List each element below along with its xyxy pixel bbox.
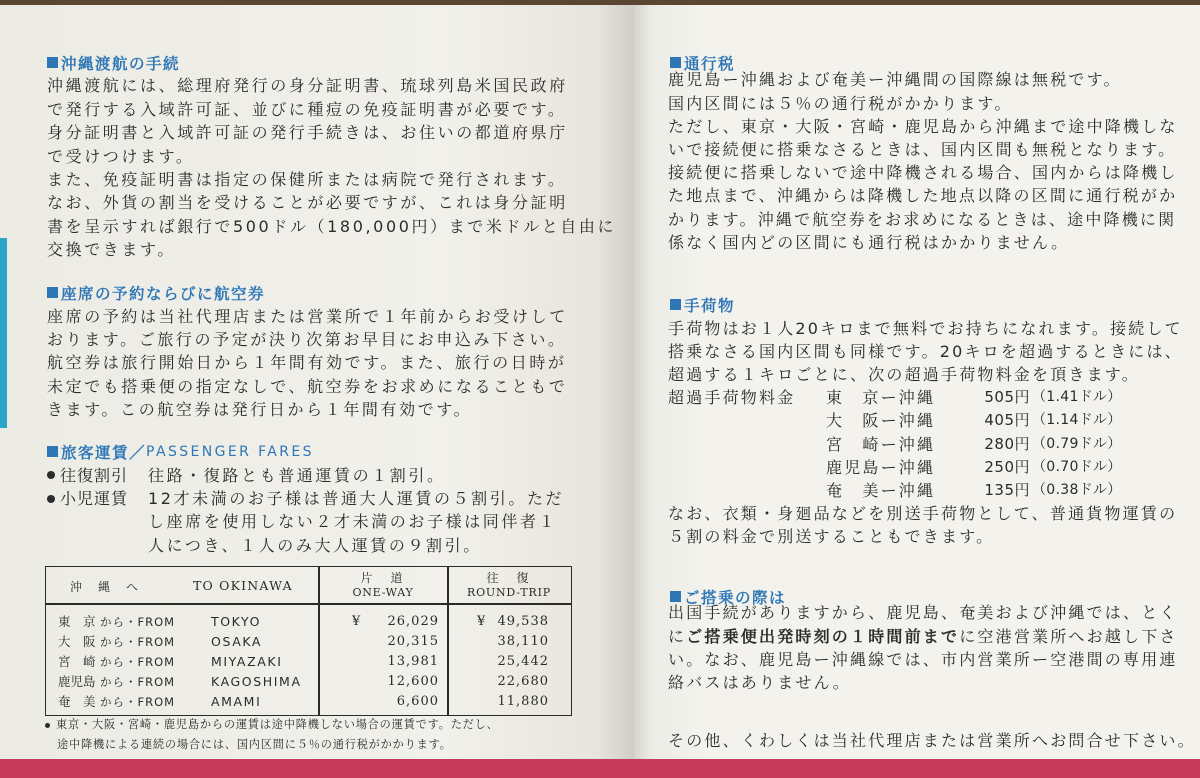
city-jp: 宮 崎 [58,654,96,669]
one-way-fare: 12,600 [387,674,439,689]
fee-route: 宮 崎ー沖縄 [826,434,936,454]
travel-tax-line: 接続便に搭乗しないで途中降機される場合、国内からは降機し [668,163,1178,183]
procedures-line: 交換できます。 [47,240,176,260]
procedures-line: なお、外貨の割当を受けることが必要ですが、これは身分証明 [47,193,568,213]
fee-usd: （1.41ドル） [1032,389,1122,406]
right-page [634,0,1200,778]
city-en: AMAMI [211,694,262,709]
table-row [46,652,571,672]
table-row [46,632,571,652]
procedures-line: で発行する入域許可証、並びに種痘の免疫証明書が必要です。 [47,99,567,119]
travel-tax-line: かります。沖縄で航空券をお求めになるときは、途中降機に関 [668,209,1177,229]
baggage-line: 超過する１キロごとに、次の超過手荷物料金を頂きます。 [668,364,1140,384]
fee-usd: （1.14ドル） [1032,412,1122,429]
discount-line: 12才未満のお子様は普通大人運賃の５割引。ただ [148,489,565,509]
discount-label: 小児運賃 [60,489,129,509]
dot-icon [45,723,50,728]
square-icon [47,57,58,68]
header-round-trip-jp: 往 復 [486,571,532,585]
fee-route: 奄 美ー沖縄 [826,480,936,500]
currency-symbol: ¥ [352,614,361,629]
fee-usd: （0.79ドル） [1032,435,1122,452]
fee-route: 大 阪ー沖縄 [826,411,936,431]
boarding-section [668,601,1178,694]
header-one-way [319,567,447,603]
boarding-line: 出国手続がありますから、鹿児島、奄美および沖縄では、とく [668,603,1178,623]
header-round-trip-en: ROUND-TRIP [467,586,551,599]
discount-line: 人につき、１人のみ大人運賃の９割引。 [148,535,482,555]
procedures-line: また、免疫証明書は指定の保健所または病院で発行されます。 [47,169,567,189]
header-destination-jp: 沖 縄 へ [70,580,141,594]
fee-yen: 250円 [984,457,1030,476]
travel-tax-line: 係なく国内どの区間にも通行税はかかりません。 [668,232,1070,252]
one-way-fare: 26,029 [387,614,439,629]
one-way-fare: 13,981 [387,654,439,669]
fare-table [45,566,572,716]
reservations-heading [47,281,568,304]
baggage-line: なお、衣類・身廻品などを別送手荷物として、普通貨物運賃の [668,504,1178,524]
round-trip-fare: 49,538 [497,614,549,629]
reservations-line: おります。ご旅行の予定が決り次第お早目にお申込み下さい。 [47,330,567,350]
procedures-line: 身分証明書と入域許可証の発行手続きは、お住いの都道府県庁 [47,123,568,143]
fares-heading-en: PASSENGER FARES [146,443,314,460]
discount-child [47,487,564,557]
city-jp: 東 京 [58,614,96,629]
travel-tax-section [668,68,1178,254]
dot-icon [47,495,55,503]
city-jp: 大 阪 [58,634,96,649]
round-trip-fare: 22,680 [497,674,549,689]
procedures-heading [47,51,616,74]
fee-usd: （0.38ドル） [1032,481,1122,498]
excess-fee-row [668,386,1183,409]
reservations-line: きます。この航空券は発行日から１年間有効です。 [47,400,473,420]
boarding-line: い。なお、鹿児島ー沖縄線では、市内営業所ー空港間の専用連 [668,649,1178,669]
discount-line: し座席を使用しない２才未満のお子様は同伴者１ [148,512,558,532]
boarding-heading-text: ご搭乗の際は [684,588,787,607]
baggage-line: 搭乗なさる国内区間も同様です。20キロを超過するときには、 [668,341,1183,361]
discount-text [148,464,446,487]
fee-yen: 280円 [984,434,1030,453]
square-icon [47,446,58,457]
boarding-line: 絡バスはありません。 [668,672,851,692]
footnote-text: 途中降機による連続の場合には、国内区間に５％の通行税がかかります。 [57,738,452,751]
one-way-fare: 20,315 [387,634,439,649]
travel-tax-line: ただし、東京・大阪・宮崎・鹿児島から沖縄まで途中降機しな [668,116,1178,136]
procedures-line: で受けつけます。 [47,146,195,166]
excess-fee-label: 超過手荷物料金 [668,388,796,408]
reservations-line: 座席の予約は当社代理店または営業所で１年前からお受けして [47,306,568,326]
discount-round-trip [47,464,564,487]
from-label: から・FROM [100,615,176,629]
fare-footnote [45,715,605,755]
excess-fee-row [668,479,1183,502]
fares-section [47,440,564,557]
travel-tax-line: 鹿児島ー沖縄および奄美ー沖縄間の国際線は無税です。 [668,70,1122,90]
header-round-trip [448,567,570,603]
reservations-line: 航空券は旅行開始日から１年間有効です。また、旅行の日時が [47,353,567,373]
from-label: から・FROM [100,655,176,669]
square-icon [47,287,58,298]
from-label: から・FROM [100,635,176,649]
baggage-heading-text: 手荷物 [684,296,736,315]
boarding-text: に空港営業所へお越し下さ [959,626,1178,646]
header-destination-en: TO OKINAWA [193,578,293,593]
fee-yen: 505円 [984,388,1030,407]
discount-label: 往復割引 [60,465,129,485]
table-divider [46,603,571,605]
city-jp: 奄 美 [58,694,96,709]
edge-color-strip [0,238,7,428]
baggage-heading [670,293,1183,316]
currency-symbol: ¥ [477,614,486,629]
fee-usd: （0.70ドル） [1032,458,1122,475]
table-row [46,672,571,692]
procedures-section [47,51,616,262]
footnote-text: 東京・大阪・宮崎・鹿児島からの運賃は途中降機しない場合の運賃です。ただし、 [56,718,499,731]
travel-tax-heading-text: 通行税 [684,54,736,73]
boarding-deadline-emphasis: ご搭乗便出発時刻の１時間前まで [686,626,960,646]
travel-tax-line: た地点まで、沖縄からは降機した地点以降の区間に通行税がか [668,186,1178,206]
discount-line: 往路・復路とも普通運賃の１割引。 [148,465,446,485]
baggage-line: ５割の料金で別送することもできます。 [668,527,995,547]
table-row [46,612,571,632]
discount-text [148,487,564,557]
header-one-way-en: ONE-WAY [352,586,414,599]
fee-yen: 405円 [984,411,1030,430]
top-edge [0,0,1200,5]
fee-route: 鹿児島ー沖縄 [826,457,936,477]
bottom-color-band [0,759,1200,778]
reservations-section [47,281,568,421]
fee-route: 東 京ー沖縄 [826,388,936,408]
header-one-way-jp: 片 道 [360,571,406,585]
from-label: から・FROM [100,695,176,709]
from-label: から・FROM [100,675,176,689]
excess-fee-row [668,456,1183,479]
travel-tax-line: いで接続便に搭乗なさるときは、国内区間も無税となります。 [668,139,1177,159]
city-en: OSAKA [211,634,263,649]
round-trip-fare: 38,110 [497,634,549,649]
round-trip-fare: 25,442 [497,654,549,669]
procedures-line: 沖縄渡航には、総理府発行の身分証明書、琉球列島米国民政府 [47,76,568,96]
city-en: TOKYO [211,614,262,629]
one-way-fare: 6,600 [396,694,439,709]
procedures-heading-text: 沖縄渡航の手続 [61,54,181,73]
footnote-line [45,715,605,735]
excess-fee-row [668,433,1183,456]
square-icon [670,299,681,310]
boarding-line [668,625,1178,648]
table-row [46,692,571,712]
city-jp: 鹿児島 [58,674,96,689]
procedures-line: 書を呈示すれば銀行で500ドル（180,000円）まで米ドルと自由に [47,216,617,236]
boarding-text: に [668,626,687,646]
baggage-line: 手荷物はお１人20キロまで無料でお持ちになれます。接続して [668,318,1183,338]
dot-icon [47,471,55,479]
fee-yen: 135円 [984,480,1030,499]
footnote-line [45,735,605,755]
closing-note: その他、くわしくは当社代理店または営業所へお問合せ下さい。 [668,731,1196,751]
city-en: KAGOSHIMA [211,674,302,689]
fares-heading [47,440,564,463]
square-icon [670,57,681,68]
reservations-heading-text: 座席の予約ならびに航空券 [61,284,266,303]
round-trip-fare: 11,880 [497,694,549,709]
fares-heading-jp: 旅客運賃／ [61,443,147,462]
baggage-section [668,293,1183,548]
excess-fee-row [668,409,1183,432]
travel-tax-line: 国内区間には５％の通行税がかかります。 [668,93,1013,113]
reservations-line: 未定でも搭乗便の指定なしで、航空券をお求めになることもで [47,376,568,396]
city-en: MIYAZAKI [211,654,283,669]
